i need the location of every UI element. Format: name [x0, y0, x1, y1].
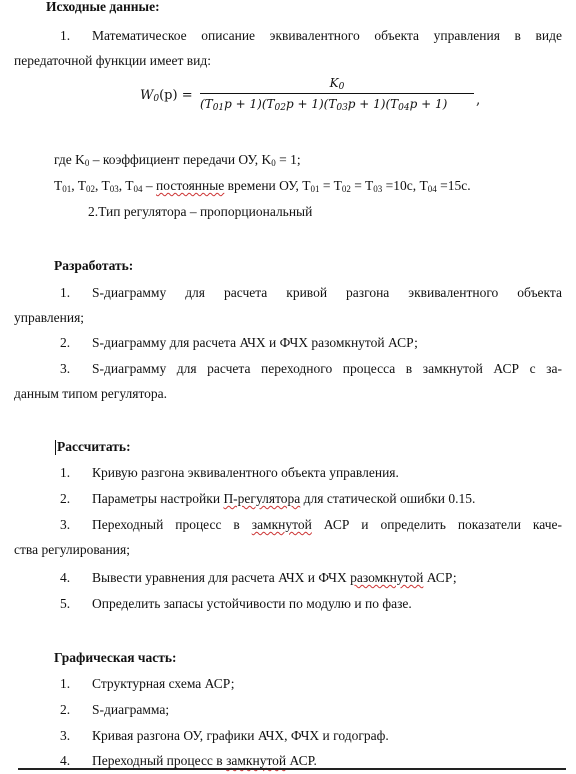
item-text: Вывести уравнения для расчета АЧХ и ФЧХ разомкнутой АСР; — [92, 570, 457, 585]
section-heading-initial-data: Исходные данные: — [46, 0, 160, 14]
item-number: 4. — [60, 753, 71, 768]
item-text: S-диаграмму для расчета АЧХ и ФЧХ разомкнутой АСР; — [92, 335, 418, 350]
denominator-factor: $(T_{04}p + 1)$ — [385, 97, 448, 113]
item-text-continued: ства регулирования; — [14, 542, 130, 557]
item-text: Переходный процесс в замкнутой АСР и определить показатели каче- — [92, 517, 562, 532]
formula-end: , — [476, 92, 481, 108]
item-number: 5. — [60, 596, 71, 611]
item-number: 3. — [60, 728, 71, 743]
item-number: 1. — [60, 28, 71, 43]
item-number: 1. — [60, 676, 71, 691]
denominator-factor: $(T_{01}p + 1)$ — [200, 97, 262, 113]
item-text: Кривую разгона эквивалентного объекта управления. — [92, 465, 399, 480]
text-cursor — [55, 440, 56, 455]
item-text-continued: данным типом регулятора. — [14, 386, 168, 401]
fraction-bar — [200, 93, 474, 94]
coefficient-line: где $K_0$ – коэффициент передачи ОУ, $K_0 = 1$; — [54, 152, 301, 168]
item-text: Параметры настройки П-регулятора для статической ошибки 0.15. — [92, 491, 476, 506]
item-number: 2. — [60, 491, 71, 506]
item-text: S-диаграмму для расчета кривой разгона эквивалентного объекта — [92, 285, 562, 300]
spellcheck-word: разомкнутой — [350, 570, 424, 585]
item-number: 3. — [60, 517, 71, 532]
formula-fraction — [200, 76, 474, 116]
item-text: Математическое описание эквивалентного объекта управления в виде — [92, 28, 562, 43]
item-text: S-диаграмма; — [92, 702, 170, 717]
item-number: 1. — [60, 465, 71, 480]
section-heading-graphic: Графическая часть: — [54, 650, 177, 665]
item-number: 2. — [60, 702, 71, 717]
formula-denominator — [200, 97, 447, 113]
spellcheck-word: замкнутой — [251, 517, 312, 532]
item-number: 3. — [60, 361, 71, 376]
spellcheck-word: замкнутой — [226, 753, 287, 768]
section-heading-develop: Разработать: — [54, 258, 134, 273]
item-text: S-диаграмму для расчета переходного процесса в замкнутой АСР с за- — [92, 361, 562, 376]
formula-lhs: $W_0(p)$ = — [140, 88, 193, 104]
spellcheck-word: П-регулятора — [223, 491, 301, 506]
item-text: Переходный процесс в замкнутой АСР. — [92, 753, 317, 768]
item-number: 2. — [60, 335, 71, 350]
section-heading-calculate: Рассчитать: — [57, 439, 131, 454]
denominator-factor: $(T_{02}p + 1)$ — [261, 97, 324, 113]
item-number: 4. — [60, 570, 71, 585]
item-text: Кривая разгона ОУ, графики АЧХ, ФЧХ и годограф. — [92, 728, 389, 743]
formula-numerator: $K_0$ — [329, 76, 345, 92]
item-text: Структурная схема АСР; — [92, 676, 235, 691]
time-constants-line: $T_{01}$, $T_{02}$, $T_{03}$, $T_{04}$ – постоянные времени ОУ, $T_{01} = T_{02} = T_{03} =10с$, $T_{04} =15с$. — [54, 178, 471, 194]
item-text-continued: управления; — [14, 310, 85, 325]
denominator-factor: $(T_{03}p + 1)$ — [323, 97, 386, 113]
regulator-type: 2.Тип регулятора – пропорциональный — [88, 204, 313, 219]
page-bottom-border — [18, 768, 566, 770]
item-text: Определить запасы устойчивости по модулю и по фазе. — [92, 596, 412, 611]
item-text-continued: передаточной функции имеет вид: — [14, 53, 212, 68]
item-number: 1. — [60, 285, 71, 300]
